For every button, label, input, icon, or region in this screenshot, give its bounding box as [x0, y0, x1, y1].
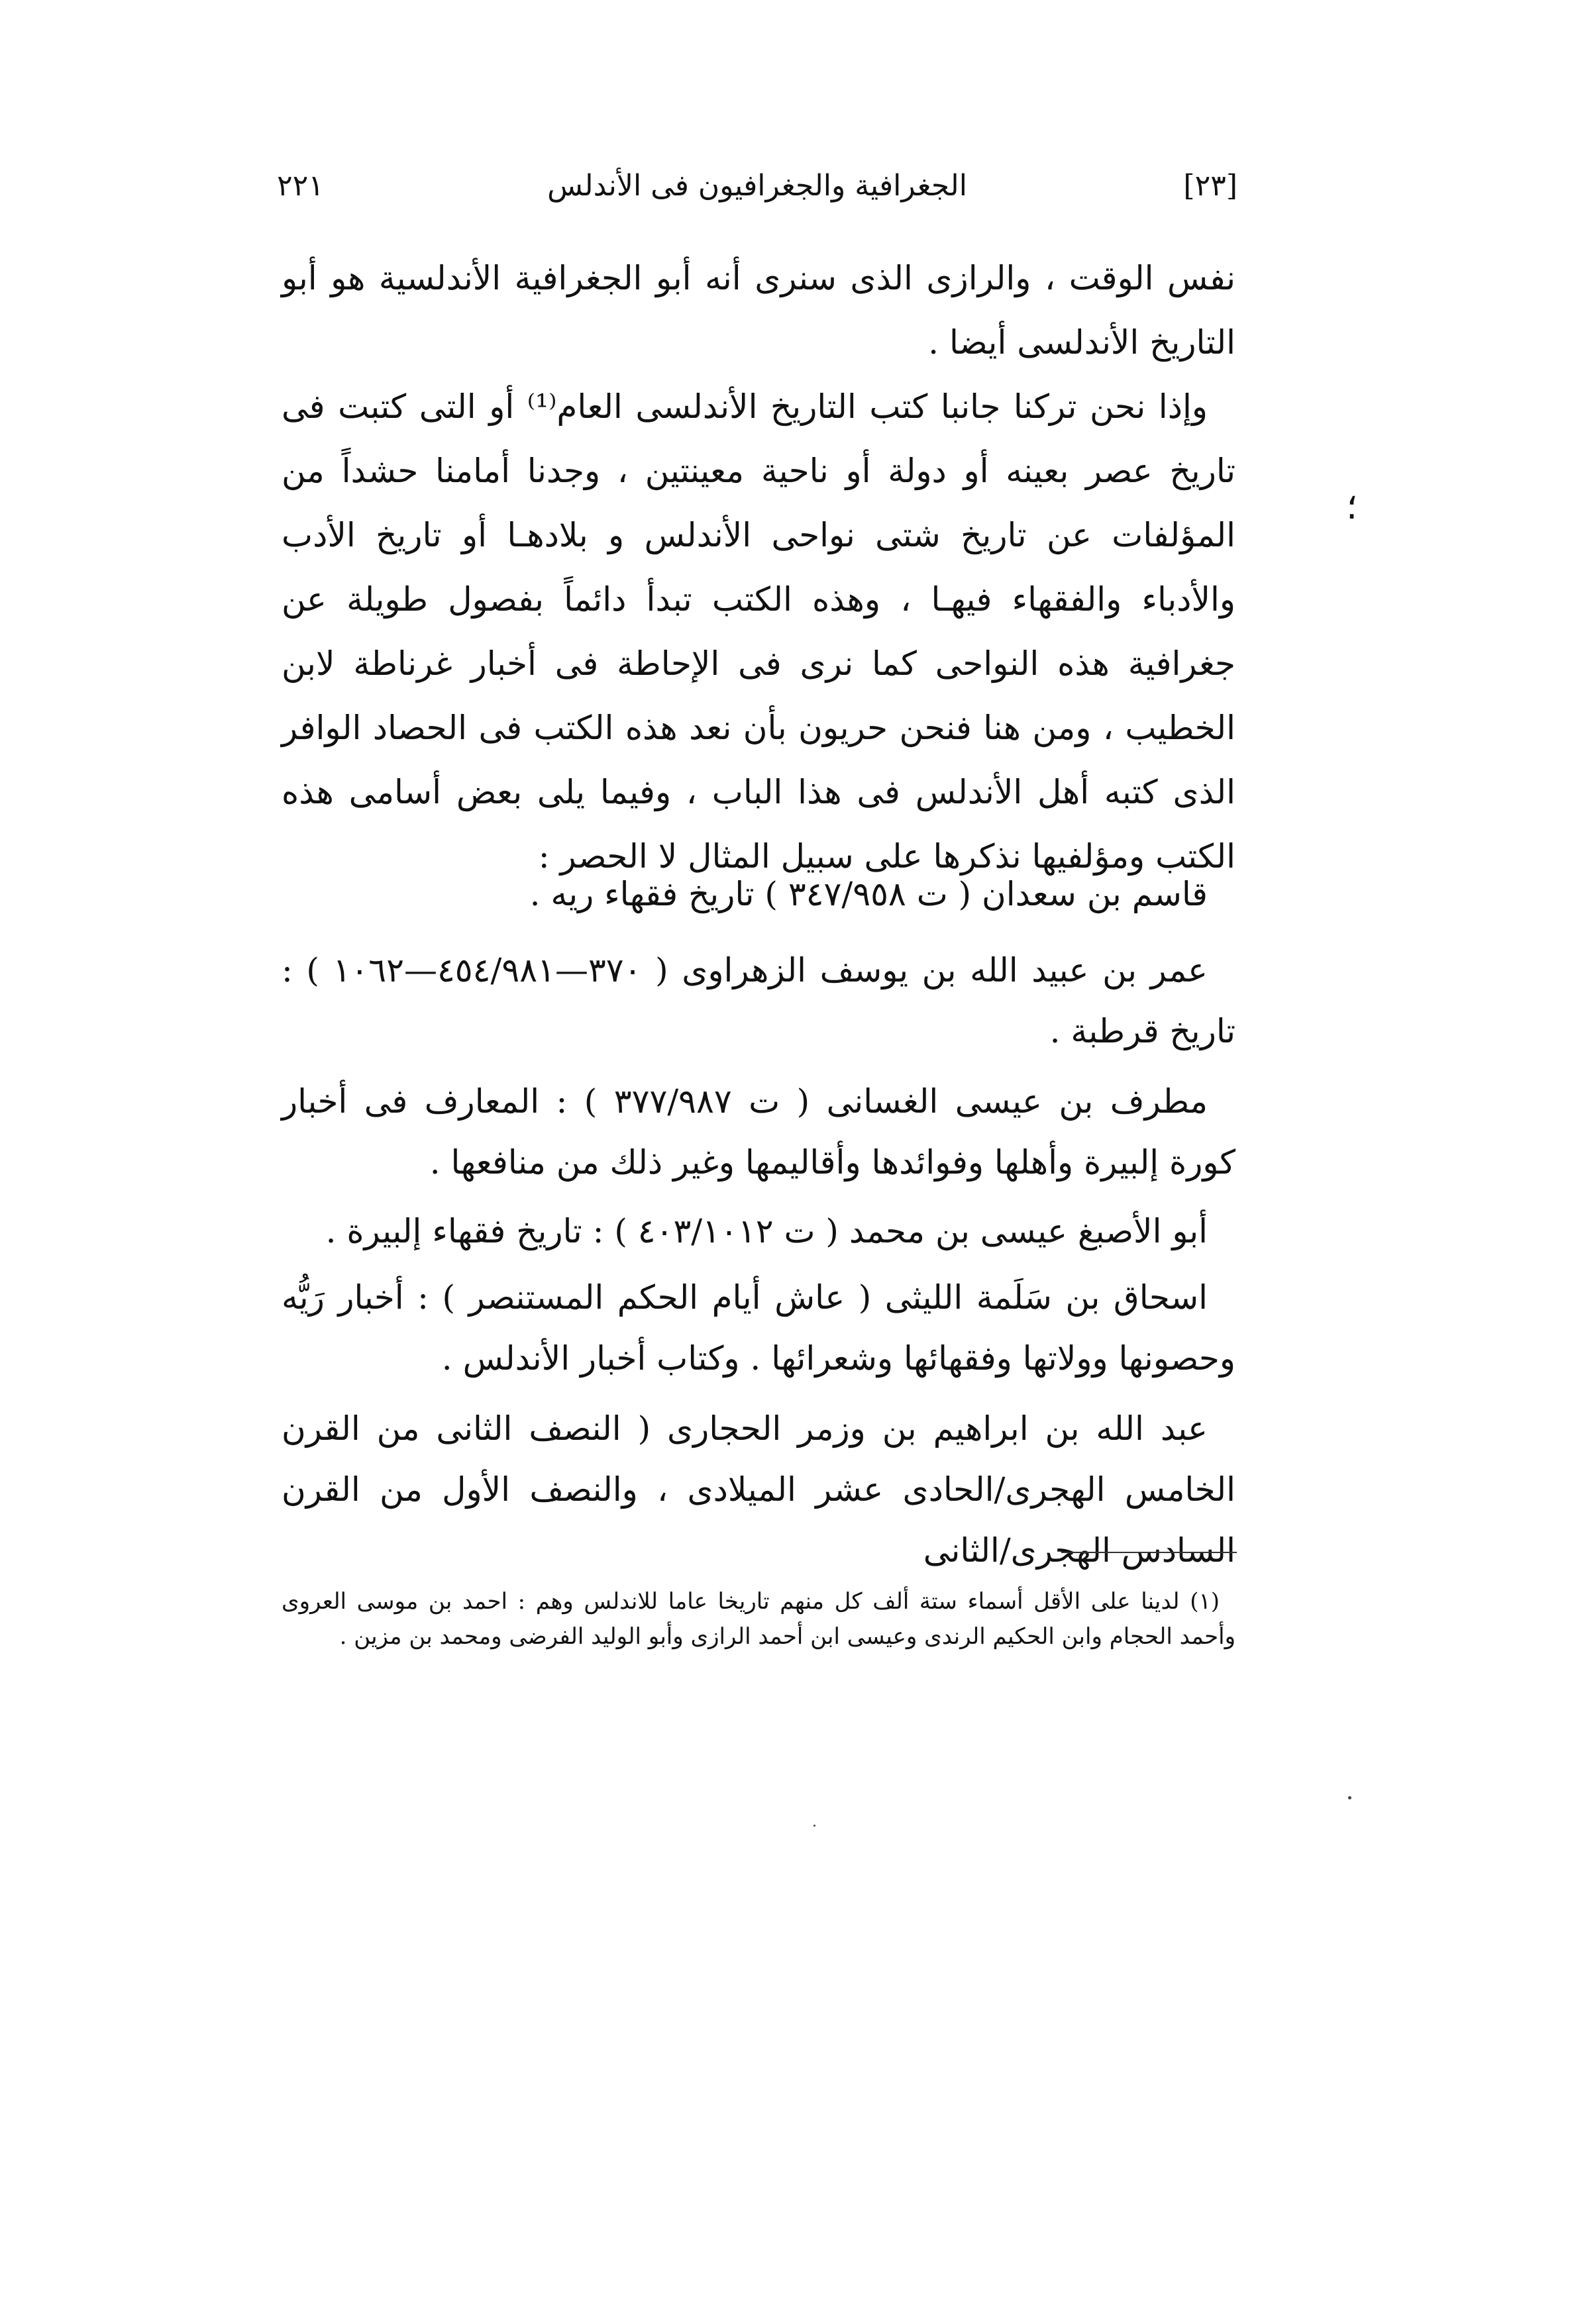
page-number: ٢٢١: [277, 169, 324, 203]
list-entry: قاسم بن سعدان ( ت ٣٤٧/٩٥٨ ) تاريخ فقهاء ريه .: [529, 875, 1208, 913]
running-header: [277, 169, 1237, 215]
running-title: الجغرافية والجغرافيون فى الأندلس: [547, 169, 967, 203]
scan-speck: [1348, 1796, 1351, 1799]
list-entry: عبد الله بن ابراهيم بن وزمر الحجارى ( النصف الثانى من القرن الخامس الهجرى/الحادى عشر الميلادى ، والنصف الأول من القرن السادس الهجرى/الثانى: [282, 1409, 1235, 1570]
footnote-divider: [1061, 1552, 1237, 1553]
footnote: (١) لدينا على الأقل أسماء ستة ألف كل منهم تاريخا عاما للاندلس وهم : احمد بن موسى العروى وأحمد الحجام وابن الحكيم الرندى وعيسى ابن أحمد الرازى وأبو الوليد الفرضى ومحمد بن مزين .: [282, 1588, 1235, 1650]
list-entry: مطرف بن عيسى الغسانى ( ت ٣٧٧/٩٨٧ ) : المعارف فى أخبار كورة إلبيرة وأهلها وفوائدها وأقاليمها وغير ذلك من منافعها .: [282, 1082, 1235, 1182]
paragraph-main: وإذا نحن تركنا جانبا كتب التاريخ الأندلسى العام⁽¹⁾ أو التى كتبت فى تاريخ عصر بعينه أو دولة أو ناحية معينتين ، وجدنا أمامنا حشداً من المؤلفات عن تاريخ شتى نواحى الأندلس و بلادهـا أو تاريخ الأدب والأدباء والفقهاء فيهـا ، وهذه الكتب تبدأ دائماً بفصول طويلة عن جغرافية هذه النواحى كما نرى فى الإحاطة فى أخبار غرناطة لابن الخطيب ، ومن هنا فنحن حريون بأن نعد هذه الكتب فى الحصاد الوافر الذى كتبه أهل الأندلس فى هذا الباب ، وفيما يلى بعض أسامى هذه الكتب ومؤلفيها نذكرها على سبيل المثال لا الحصر :: [282, 387, 1235, 876]
paragraph-intro: نفس الوقت ، والرازى الذى سنرى أنه أبو الجغرافية الأندلسية هو أبو التاريخ الأندلسى أيضا .: [282, 259, 1235, 362]
list-entry: عمر بن عبيد الله بن يوسف الزهراوى ( ٣٧٠—٤٥٤/٩٨١—١٠٦٢ ) : تاريخ قرطبة .: [282, 951, 1235, 1050]
scan-speck: [813, 1825, 815, 1827]
chapter-number: [٢٣]: [1183, 169, 1237, 203]
margin-mark: ؛: [1346, 485, 1358, 527]
list-entry: أبو الأصبغ عيسى بن محمد ( ت ٤٠٣/١٠١٢ ) : تاريخ فقهاء إلبيرة .: [325, 1212, 1208, 1250]
list-entry: اسحاق بن سَلَمة الليثى ( عاش أيام الحكم المستنصر ) : أخبار رَيُّه وحصونها وولاتها وفقهائها وشعرائها . وكتاب أخبار الأندلس .: [282, 1278, 1235, 1378]
